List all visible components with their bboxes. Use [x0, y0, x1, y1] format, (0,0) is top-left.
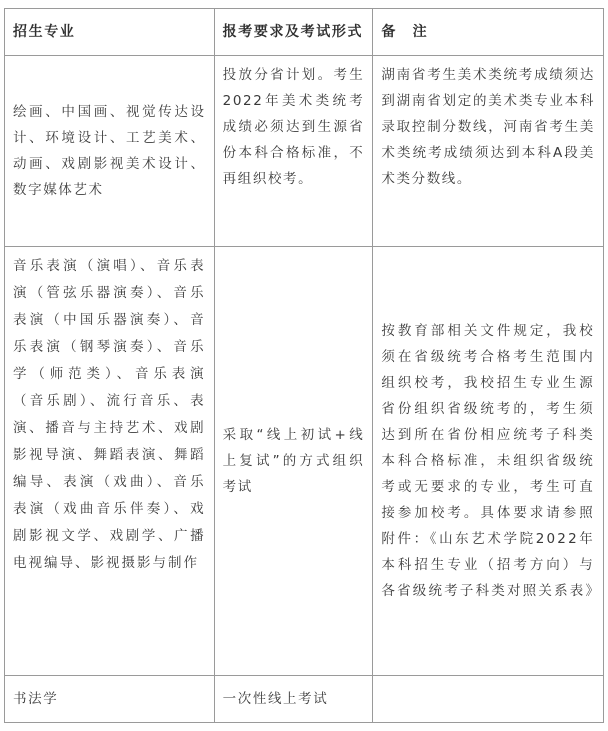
note-text: 按教育部相关文件规定，我校须在省级统考合格考生范围内组织校考，我校招生专业生源省份组织省级统考的，考生须达到所在省份相应统考子科类本科合格标准，未组织省级统考或无要求的专业，考生可直接参加校考。具体要求请参照附件：《山东艺术学院2022年本科招生专业（招考方向）与各省级统考子科类对照关系表》 [381, 323, 602, 599]
requirement-text: 采取“线上初试+线上复试”的方式组织考试 [222, 427, 365, 495]
requirement-cell [215, 56, 374, 246]
header-major: 招生专业 [5, 9, 215, 55]
requirement-text: 投放分省计划。考生2022年美术类统考成绩必须达到生源省份本科合格标准，不再组织校考。 [222, 67, 365, 187]
major-cell [5, 56, 215, 246]
table-row [5, 676, 604, 723]
requirement-cell [215, 676, 374, 722]
major-text: 音乐表演（演唱）、音乐表演（管弦乐器演奏）、音乐表演（中国乐器演奏）、音乐表演（钢琴演奏）、音乐学（师范类）、音乐表演（音乐剧）、流行音乐、表演、播音与主持艺术、戏剧影视导演、舞蹈表演、舞蹈编导、表演（戏曲）、音乐表演（戏曲音乐伴奏）、戏剧影视文学、戏剧学、广播电视编导、影视摄影与制作 [13, 258, 206, 571]
note-cell [373, 247, 604, 675]
note-cell [373, 56, 604, 246]
note-text: 湖南省考生美术类统考成绩须达到湖南省划定的美术类专业本科录取控制分数线，河南省考生美术类统考成绩须达到本科A段美术类分数线。 [381, 67, 595, 187]
table-row [5, 56, 604, 247]
major-text: 书法学 [13, 691, 59, 707]
requirement-cell [215, 247, 374, 675]
header-requirement: 报考要求及考试形式 [215, 9, 374, 55]
major-cell [5, 247, 215, 675]
note-cell [373, 676, 604, 722]
major-cell [5, 676, 215, 722]
header-note: 备 注 [373, 9, 604, 55]
admissions-table [4, 8, 604, 723]
major-text: 绘画、中国画、视觉传达设计、环境设计、工艺美术、动画、戏剧影视美术设计、数字媒体艺术 [13, 104, 206, 198]
table-header-row [5, 9, 604, 56]
requirement-text: 一次性线上考试 [222, 691, 329, 707]
table-row [5, 247, 604, 676]
